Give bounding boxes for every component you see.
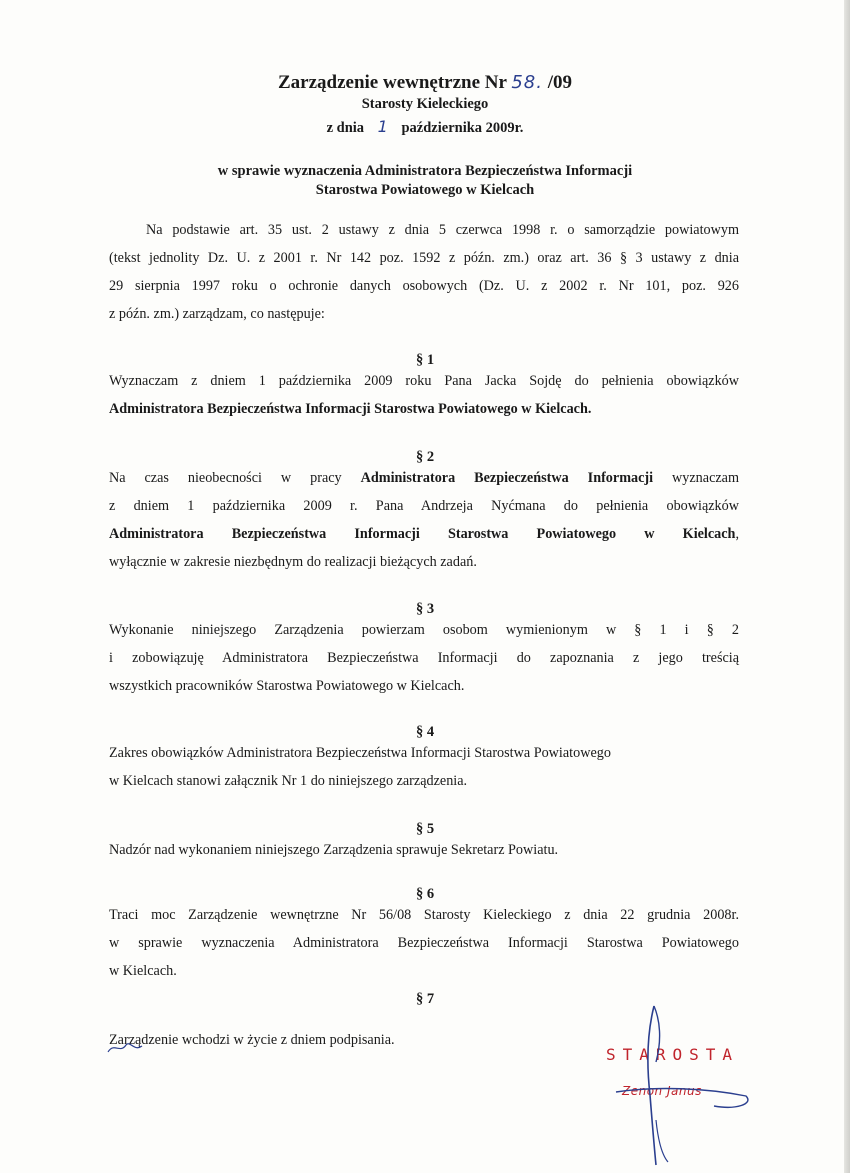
section-7-heading: § 7 <box>415 991 435 1007</box>
section-2-line-1 <box>109 470 739 487</box>
section-2-line-3-tail: , <box>735 526 739 542</box>
title-prefix: Zarządzenie wewnętrzne Nr <box>277 72 507 93</box>
section-6-heading: § 6 <box>415 886 435 902</box>
initials-scribble <box>106 1036 146 1058</box>
section-5-heading: § 5 <box>415 821 435 837</box>
section-6-line-1: Traci moc Zarządzenie wewnętrzne Nr 56/08 Starosty Kieleckiego z dnia 22 grudnia 2008r. <box>109 907 739 923</box>
document-title <box>0 72 850 94</box>
section-2-line-3 <box>109 526 739 543</box>
section-1-line-1: Wyznaczam z dniem 1 października 2009 roku Pana Jacka Sojdę do pełnienia obowiązków <box>109 373 739 389</box>
section-6-line-3: w Kielcach. <box>109 963 177 979</box>
starosta-stamp: STAROSTA <box>606 1045 740 1064</box>
handwritten-number: 58. <box>511 72 543 93</box>
section-3-line-3: wszystkich pracowników Starostwa Powiatowego w Kielcach. <box>109 678 465 694</box>
section-2-line-1-a: Na czas nieobecności w pracy <box>109 470 342 486</box>
stamp-name: Zenon Janus <box>622 1084 702 1098</box>
preamble-line-2: (tekst jednolity Dz. U. z 2001 r. Nr 142 poz. 1592 z późn. zm.) oraz art. 36 § 3 ustawy z dnia <box>109 250 739 266</box>
section-3-line-2: i zobowiązuję Administratora Bezpieczeństwa Informacji do zapoznania z jego treścią <box>109 650 739 666</box>
preamble-line-4: z późn. zm.) zarządzam, co następuje: <box>109 306 325 322</box>
subject-line-2: Starostwa Powiatowego w Kielcach <box>315 182 535 198</box>
section-2-heading: § 2 <box>415 449 435 465</box>
section-2-line-3-bold: Administratora Bezpieczeństwa Informacji Starostwa Powiatowego w Kielcach <box>109 526 736 542</box>
date-suffix: października 2009r. <box>401 120 524 136</box>
section-4-heading: § 4 <box>415 724 435 740</box>
section-3-heading: § 3 <box>415 601 435 617</box>
section-1-line-2: Administratora Bezpieczeństwa Informacji Starostwa Powiatowego w Kielcach. <box>109 401 592 417</box>
title-suffix: /09 <box>547 72 573 93</box>
preamble-line-1: Na podstawie art. 35 ust. 2 ustawy z dnia 5 czerwca 1998 r. o samorządzie powiatowym <box>146 222 739 238</box>
section-4-line-1: Zakres obowiązków Administratora Bezpieczeństwa Informacji Starostwa Powiatowego <box>109 745 611 761</box>
preamble-line-3: 29 sierpnia 1997 roku o ochronie danych osobowych (Dz. U. z 2002 r. Nr 101, poz. 926 <box>109 278 739 294</box>
section-7-line-1: Zarządzenie wchodzi w życie z dniem podpisania. <box>109 1032 395 1048</box>
section-4-line-2: w Kielcach stanowi załącznik Nr 1 do niniejszego zarządzenia. <box>109 773 468 789</box>
section-2-line-1-bold: Administratora Bezpieczeństwa Informacji <box>360 470 654 486</box>
section-2-line-4: wyłącznie w zakresie niezbędnym do realizacji bieżących zadań. <box>109 554 477 570</box>
section-2-line-1-b: wyznaczam <box>672 470 740 486</box>
section-5-line-1: Nadzór nad wykonaniem niniejszego Zarządzenia sprawuje Sekretarz Powiatu. <box>109 842 559 858</box>
section-3-line-1: Wykonanie niniejszego Zarządzenia powierzam osobom wymienionym w § 1 i § 2 <box>109 622 739 638</box>
issuer-line: Starosty Kieleckiego <box>361 96 489 112</box>
section-6-line-2: w sprawie wyznaczenia Administratora Bezpieczeństwa Informacji Starostwa Powiatowego <box>109 935 739 951</box>
handwritten-signature <box>596 1000 766 1170</box>
date-prefix: z dnia <box>326 120 365 136</box>
section-2-line-2: z dniem 1 października 2009 r. Pana Andrzeja Nyćmana do pełnienia obowiązków <box>109 498 739 514</box>
date-line <box>0 117 850 137</box>
handwritten-day: 1 <box>377 117 388 136</box>
subject-line-1: w sprawie wyznaczenia Administratora Bezpieczeństwa Informacji <box>217 163 633 179</box>
section-1-heading: § 1 <box>415 352 435 368</box>
